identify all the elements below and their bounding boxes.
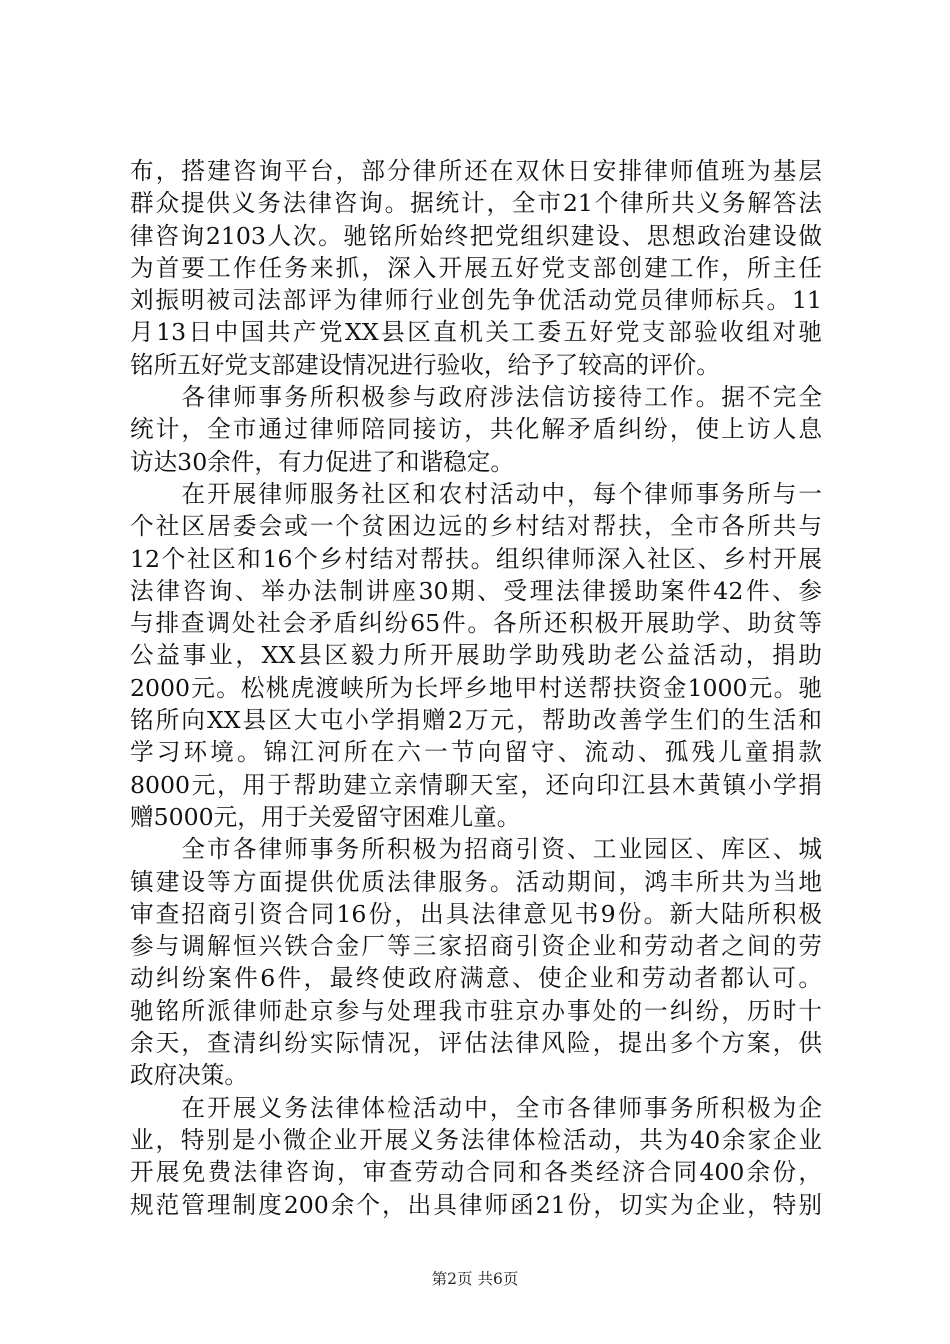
text-line: 业，特别是小微企业开展义务法律体检活动，共为40余家企业 [130, 1125, 822, 1154]
text-line: 2000元。松桃虎渡峡所为长坪乡地甲村送帮扶资金1000元。驰 [130, 673, 822, 702]
text-line: 镇建设等方面提供优质法律服务。活动期间，鸿丰所共为当地 [130, 867, 822, 896]
text-line: 为首要工作任务来抓，深入开展五好党支部创建工作，所主任 [130, 253, 822, 282]
text-line: 8000元，用于帮助建立亲情聊天室，还向印江县木黄镇小学捐 [130, 770, 822, 799]
text-line: 在开展律师服务社区和农村活动中，每个律师事务所与一 [130, 479, 822, 508]
text-line: 刘振明被司法部评为律师行业创先争优活动党员律师标兵。11 [130, 286, 822, 315]
page-footer: 第2页 共6页 [431, 1270, 519, 1288]
text-line: 铭所五好党支部建设情况进行验收，给予了较高的评价。 [130, 350, 720, 379]
text-line: 铭所向XX县区大屯小学捐赠2万元，帮助改善学生们的生活和 [130, 706, 822, 735]
text-line: 个社区居委会或一个贫困边远的乡村结对帮扶，全市各所共与 [130, 512, 822, 541]
text-line: 访达30余件，有力促进了和谐稳定。 [130, 447, 514, 476]
text-line: 布，搭建咨询平台，部分律所还在双休日安排律师值班为基层 [130, 157, 822, 185]
text-line: 月13日中国共产党XX县区直机关工委五好党支部验收组对驰 [130, 318, 822, 347]
text-line: 在开展义务法律体检活动中，全市各律师事务所积极为企 [130, 1093, 822, 1122]
text-line: 驰铭所派律师赴京参与处理我市驻京办事处的一纠纷，历时十 [130, 996, 822, 1025]
text-line: 开展免费法律咨询，审查劳动合同和各类经济合同400余份， [130, 1158, 822, 1187]
text-line: 审查招商引资合同16份，出具法律意见书9份。新大陆所积极 [130, 899, 822, 928]
text-line: 律咨询2103人次。驰铭所始终把党组织建设、思想政治建设做 [130, 221, 822, 250]
text-line: 各律师事务所积极参与政府涉法信访接待工作。据不完全 [130, 383, 822, 412]
text-line: 规范管理制度200余个，出具律师函21份，切实为企业，特别 [130, 1190, 822, 1219]
text-line: 公益事业，XX县区毅力所开展助学助残助老公益活动，捐助 [130, 641, 822, 670]
text-line: 动纠纷案件6件，最终使政府满意、使企业和劳动者都认可。 [130, 964, 822, 993]
text-line: 政府决策。 [130, 1061, 248, 1090]
text-line: 法律咨询、举办法制讲座30期、受理法律援助案件42件、参 [130, 576, 822, 605]
text-line: 学习环境。锦江河所在六一节向留守、流动、孤残儿童捐款 [130, 738, 822, 767]
text-line: 赠5000元，用于关爱留守困难儿童。 [130, 802, 521, 831]
body-text [130, 155, 822, 1221]
text-line: 余天，查清纠纷实际情况，评估法律风险，提出多个方案，供 [130, 1029, 822, 1058]
text-line: 统计，全市通过律师陪同接访，共化解矛盾纠纷，使上访人息 [130, 415, 822, 444]
text-line: 参与调解恒兴铁合金厂等三家招商引资企业和劳动者之间的劳 [130, 932, 822, 961]
text-line: 群众提供义务法律咨询。据统计，全市21个律所共义务解答法 [130, 189, 822, 218]
text-line: 12个社区和16个乡村结对帮扶。组织律师深入社区、乡村开展 [130, 544, 822, 573]
text-line: 全市各律师事务所积极为招商引资、工业园区、库区、城 [130, 835, 822, 864]
text-line: 与排查调处社会矛盾纠纷65件。各所还积极开展助学、助贫等 [130, 609, 822, 638]
